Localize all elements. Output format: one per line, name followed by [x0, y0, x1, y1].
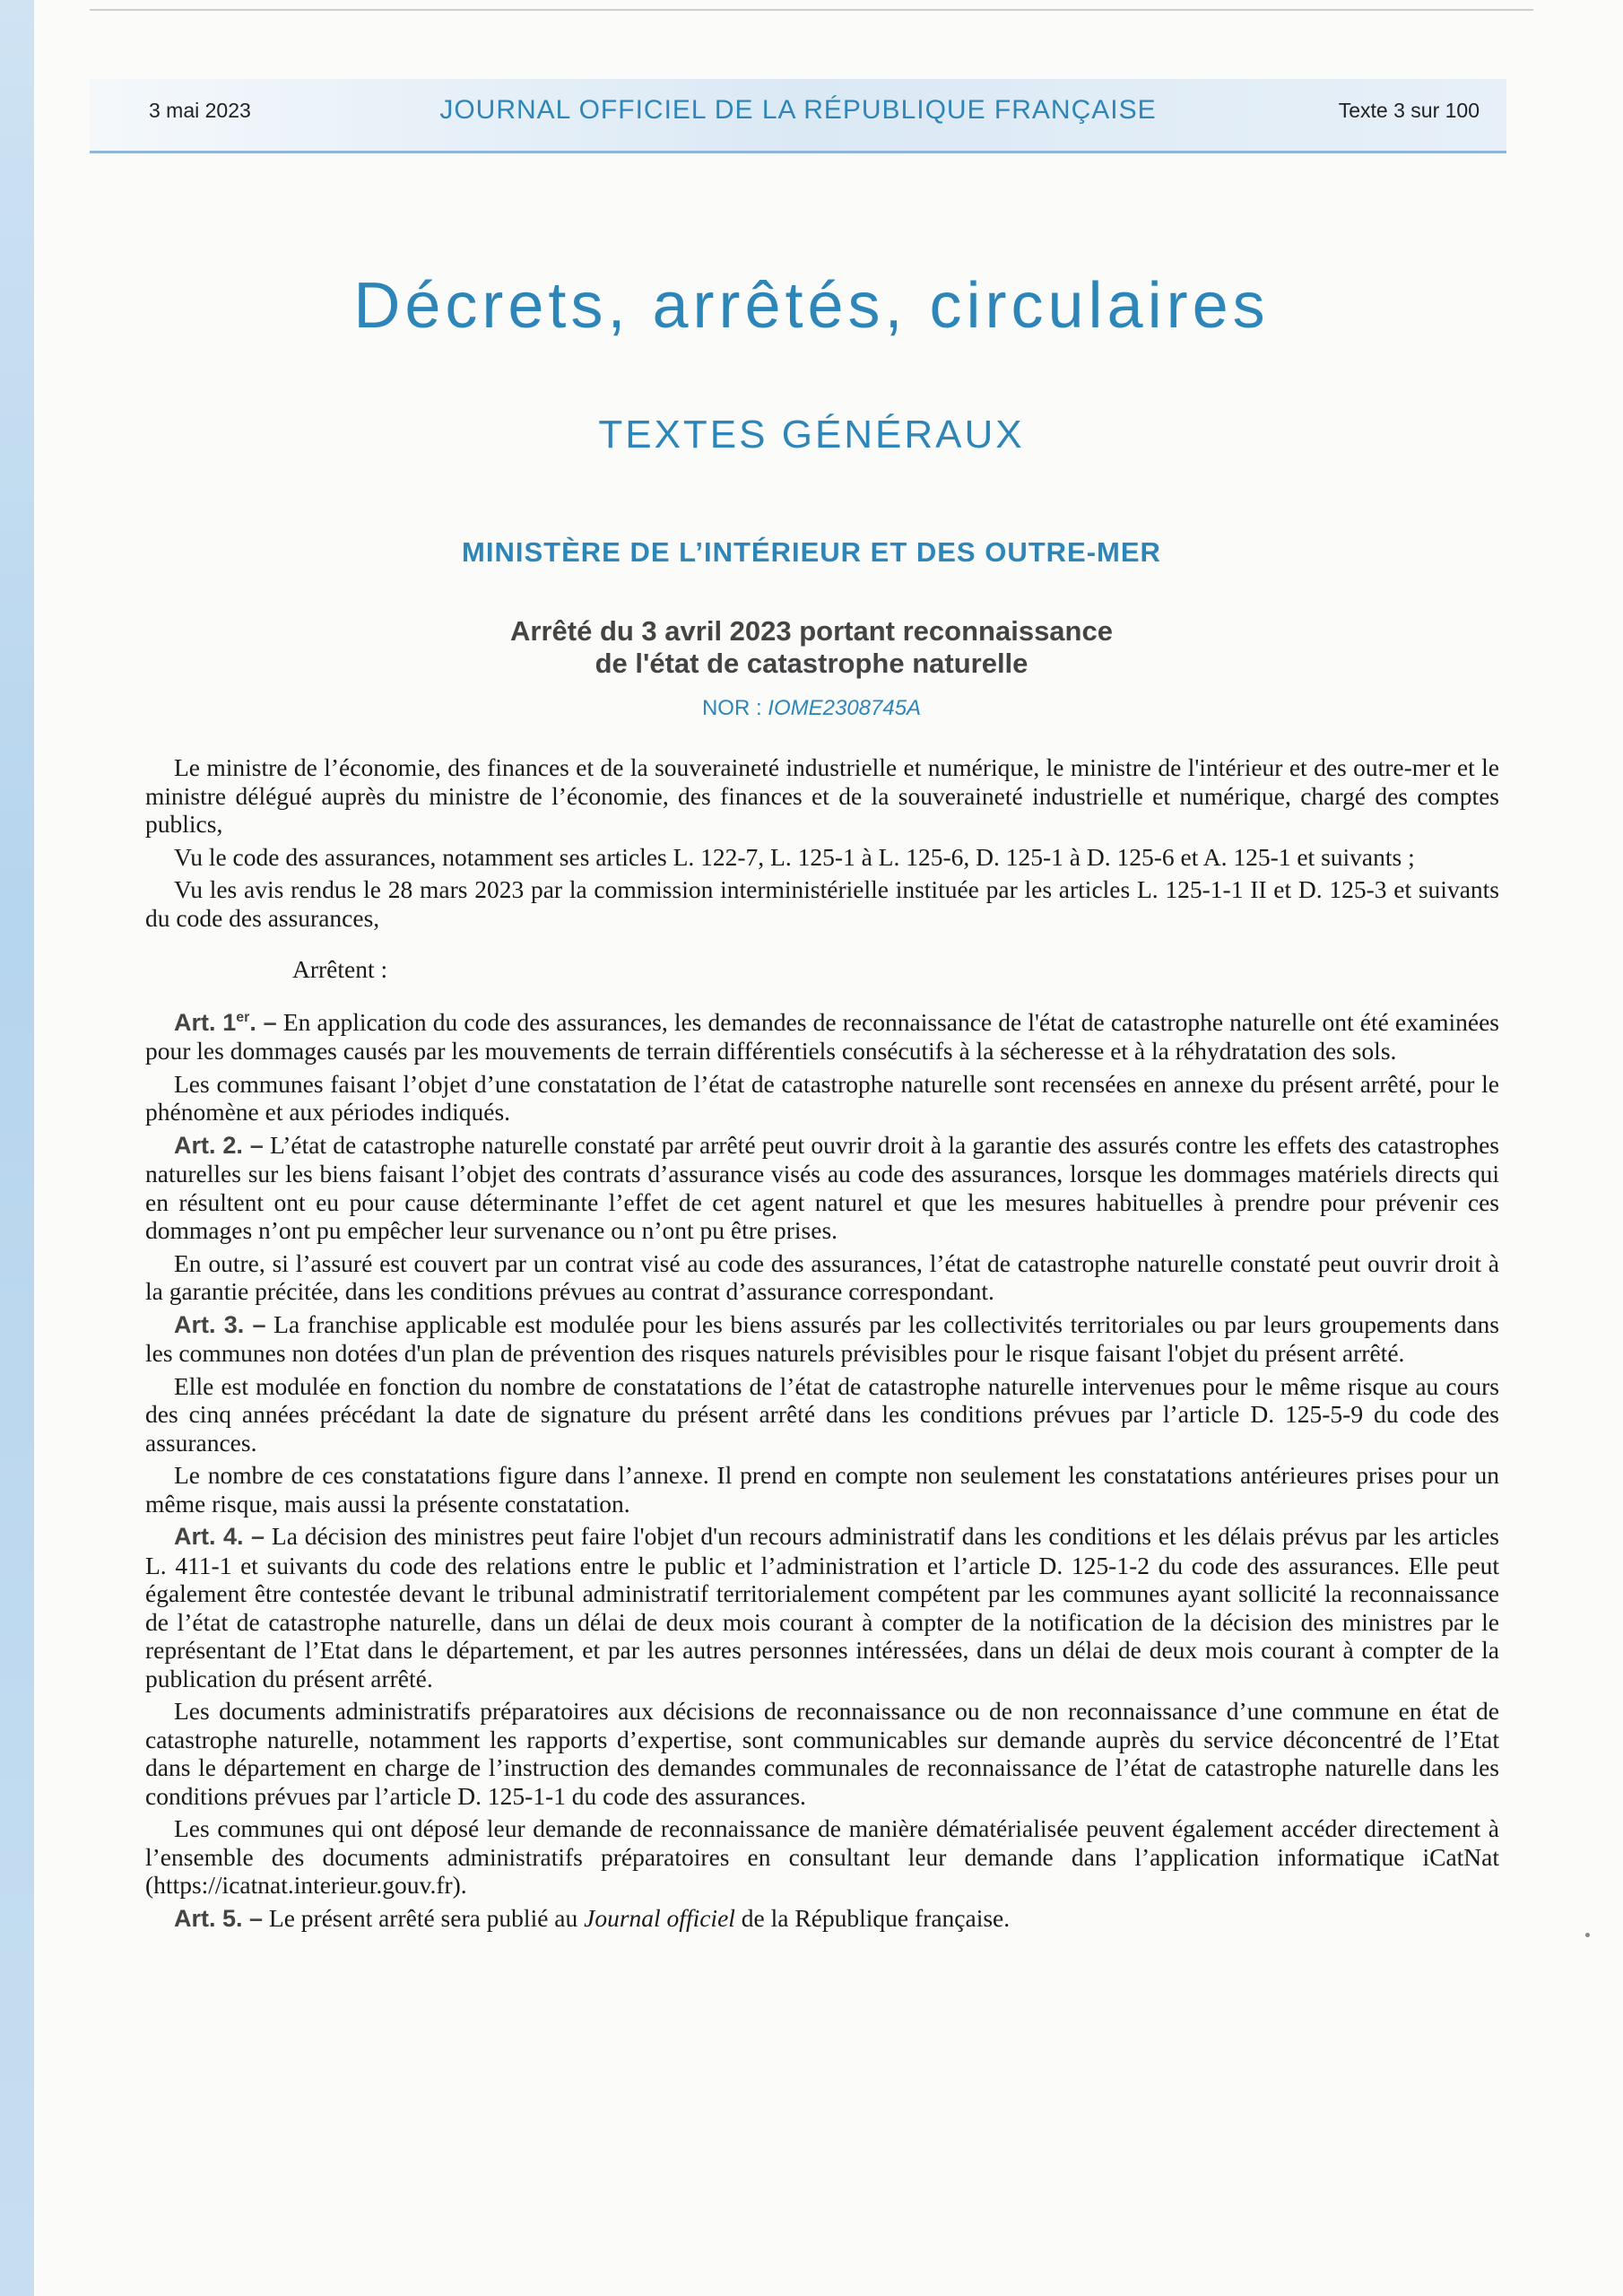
article-2-paragraph-2: En outre, si l’assuré est couvert par un contrat visé au code des assurances, l’état de catastrophe naturelle constaté peut ouvrir droit à la garantie précitée, dans les conditions prévues au contrat d’assurance correspondant. [145, 1248, 1499, 1305]
ministry-name: MINISTÈRE DE L’INTÉRIEUR ET DES OUTRE-MER [462, 536, 1161, 568]
nor-value: IOME2308745A [768, 696, 922, 720]
header-text-count: Texte 3 sur 100 [1338, 99, 1480, 122]
left-margin-strip [0, 0, 34, 2296]
article-3-paragraph-2: Elle est modulée en fonction du nombre de constatations de l’état de catastrophe naturelle intervenues pour le même risque au cours des cinq années précédant la date de signature du présent arrêté dans les conditions prévues par l’article D. 125-5-9 du code des assurances. [145, 1371, 1499, 1457]
arretent: Arrêtent : [292, 955, 388, 983]
page-title: Décrets, arrêtés, circulaires [353, 270, 1270, 342]
vu-paragraph-1: Vu le code des assurances, notamment ses articles L. 122-7, L. 125-1 à L. 125-6, D. 125-1 à D. 125-6 et A. 125-1 et suivants ; [174, 842, 1415, 871]
nor-reference [0, 696, 1623, 721]
article-2-label: Art. 2. – [174, 1131, 264, 1159]
article-5-label: Art. 5. – [174, 1904, 264, 1932]
article-2-paragraph-1: Art. 2. – L’état de catastrophe naturelle constaté par arrêté peut ouvrir droit à la garantie des assurés contre les effets des catastrophes naturelles sur les biens faisant l’objet des contrats d’assurance visés au code des assurances, lorsque les dommages matériels directs qui en résultent ont eu pour cause déterminante l’effet de cet agent naturel et que les mesures habituelles à prendre pour prévenir ces dommages n’ont pu empêcher leur survenance ou n’ont pu être prises. [145, 1130, 1499, 1244]
arrete-title-line-1: Arrêté du 3 avril 2023 portant reconnaissance [510, 615, 1113, 647]
article-3-paragraph-3: Le nombre de ces constatations figure dans l’annexe. Il prend en compte non seulement les constatations antérieures prises pour un même risque, mais aussi la présente constatation. [145, 1461, 1499, 1518]
article-5-paragraph: Art. 5. – Le présent arrêté sera publié au Journal officiel de la République française. [174, 1903, 1011, 1932]
page-header [90, 79, 1506, 153]
header-journal-title: JOURNAL OFFICIEL DE LA RÉPUBLIQUE FRANÇAISE [439, 95, 1157, 125]
article-3-paragraph-1: Art. 3. – La franchise applicable est modulée pour les biens assurés par les collectivités territoriales ou par leurs groupements dans les communes non dotées d'un plan de prévention des risques naturels prévisibles pour le risque faisant l'objet du présent arrêté. [145, 1309, 1499, 1367]
article-1-label: Art. 1er. – [174, 1008, 277, 1036]
arrete-title-line-2: de l'état de catastrophe naturelle [595, 648, 1028, 679]
arrete-title [0, 615, 1623, 680]
article-4-paragraph-2: Les documents administratifs préparatoires aux décisions de reconnaissance ou de non reconnaissance d’une commune en état de catastrophe naturelle, notamment les rapports d’expertise, sont communicables sur demande auprès du service déconcentré de l’Etat dans le département en charge de l’instruction des demandes communales de reconnaissance de l’état de catastrophe naturelle dans les conditions prévues par l’article D. 125-1-1 du code des assurances. [145, 1697, 1499, 1810]
article-4-label: Art. 4. – [174, 1523, 265, 1550]
article-3-label: Art. 3. – [174, 1310, 266, 1338]
article-4-paragraph-1: Art. 4. – La décision des ministres peut faire l'objet d'un recours administratif dans les conditions et les délais prévus par les articles L. 411-1 et suivants du code des relations entre le public et l’administration et l’article D. 125-1-2 du code des assurances. Elle peut également être contestée devant le tribunal administratif territorialement compétent par les communes ayant sollicité la reconnaissance de l’état de catastrophe naturelle, dans un délai de deux mois courant à compter de la notification de la décision des ministres par le représentant de l’Etat dans le département, et par les autres personnes intéressées, dans un délai de deux mois courant à compter de la publication du présent arrêté. [145, 1522, 1499, 1692]
top-rule [90, 9, 1533, 11]
section-title: TEXTES GÉNÉRAUX [598, 413, 1025, 457]
journal-officiel-italic: Journal officiel [584, 1903, 735, 1932]
document-body [145, 753, 1499, 1937]
vu-paragraph-2: Vu les avis rendus le 28 mars 2023 par la commission interministérielle instituée par les articles L. 125-1-1 II et D. 125-3 et suivants du code des assurances, [145, 875, 1499, 932]
article-1-paragraph-2: Les communes faisant l’objet d’une constatation de l’état de catastrophe naturelle sont recensées en annexe du présent arrêté, pour le phénomène et aux périodes indiqués. [145, 1069, 1499, 1126]
article-1-paragraph-1: Art. 1er. – En application du code des assurances, les demandes de reconnaissance de l'état de catastrophe naturelle ont été examinées pour les dommages causés par les mouvements de terrain différentiels consécutifs à la sécheresse et à la réhydratation des sols. [145, 1007, 1499, 1065]
scan-speck [1585, 1933, 1590, 1937]
article-4-paragraph-3: Les communes qui ont déposé leur demande de reconnaissance de manière dématérialisée peuvent également accéder directement à l’ensemble des documents administratifs préparatoires en consultant leur demande dans l’application informatique iCatNat (https://icatnat.interieur.gouv.fr). [145, 1814, 1499, 1899]
nor-label: NOR : [701, 696, 768, 720]
header-date: 3 mai 2023 [149, 99, 251, 122]
preamble: Le ministre de l’économie, des finances et de la souveraineté industrielle et numérique, le ministre de l'intérieur et des outre-mer et le ministre délégué auprès du ministre de l’économie, des finances et de la souveraineté industrielle et numérique, chargé des comptes publics, [145, 753, 1499, 838]
